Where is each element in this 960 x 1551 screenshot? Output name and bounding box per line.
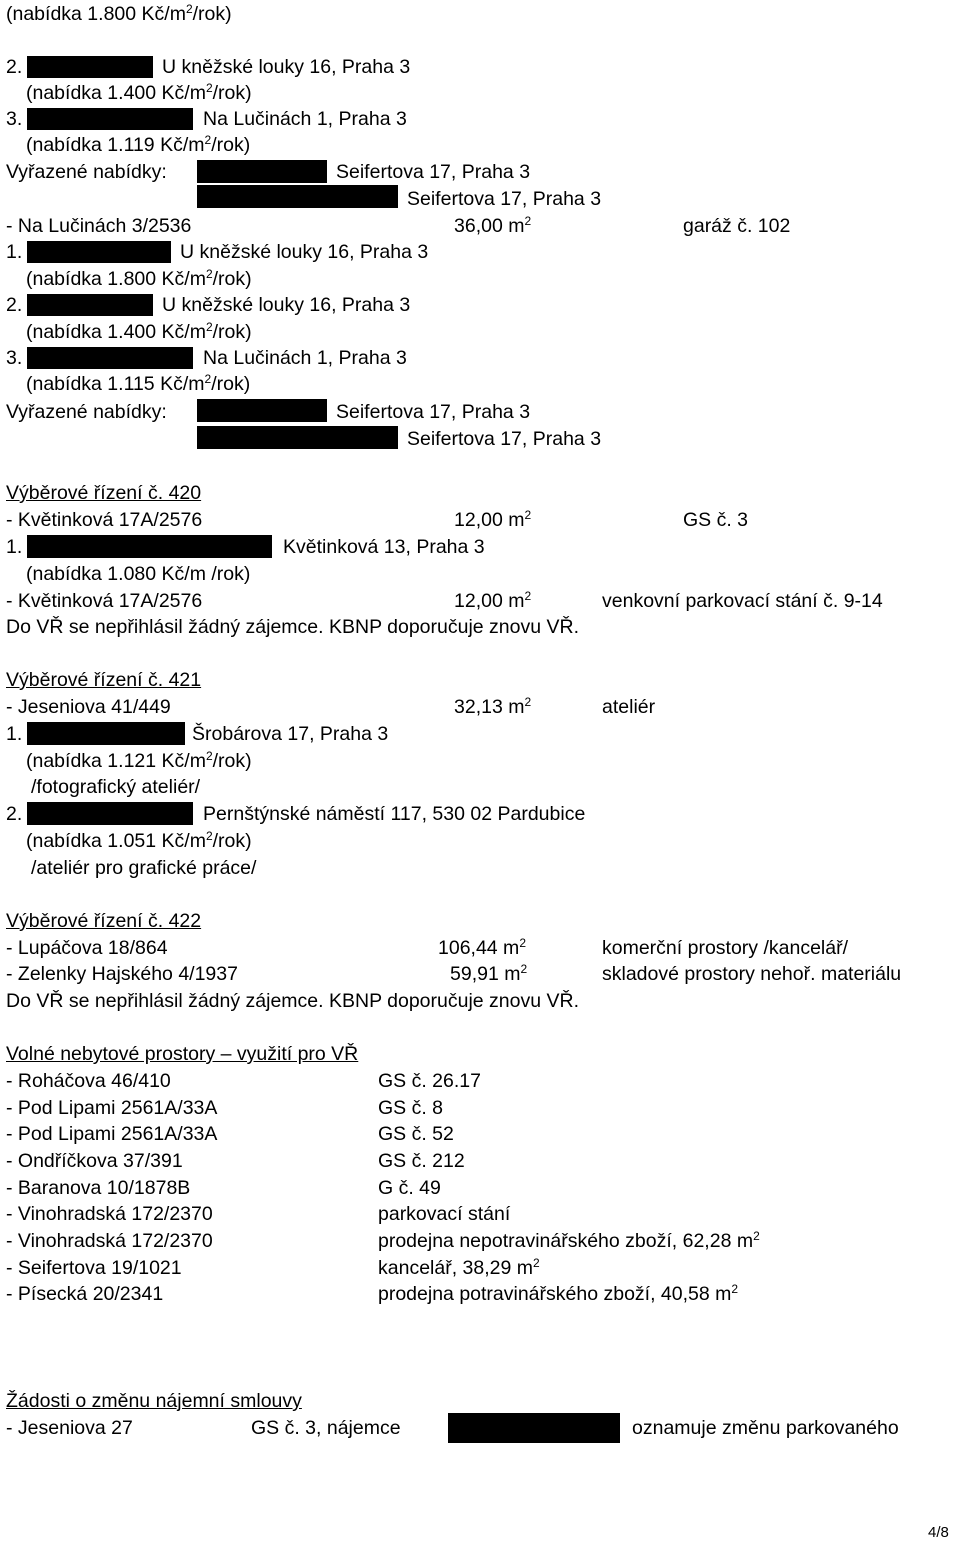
- offer-number: 3.: [6, 347, 23, 369]
- list-item-street: - Vinohradská 172/2370: [6, 1230, 213, 1252]
- property-street: - Na Lučinách 3/2536: [6, 215, 192, 237]
- offer-number: 3.: [6, 108, 23, 130]
- rejected-label: Vyřazené nabídky:: [6, 401, 167, 423]
- offer-number: 1.: [6, 536, 23, 558]
- note: Do VŘ se nepřihlásil žádný zájemce. KBNP doporučuje znovu VŘ.: [6, 616, 580, 638]
- request-desc: GS č. 3, nájemce: [251, 1417, 401, 1439]
- list-item-street: - Seifertova 19/1021: [6, 1257, 182, 1279]
- rejected-address: Seifertova 17, Praha 3: [407, 188, 602, 210]
- redaction-block: [197, 426, 398, 449]
- section-heading: Volné nebytové prostory – využití pro VŘ: [6, 1043, 359, 1065]
- property-area: 12,00 $m^2$: [454, 508, 532, 531]
- rejected-address: Seifertova 17, Praha 3: [336, 161, 531, 183]
- offer-number: 1.: [6, 723, 23, 745]
- property-type: ateliér: [602, 696, 656, 718]
- redaction-block: [197, 399, 327, 422]
- property-street: - Květinková 17A/2576: [6, 590, 203, 612]
- list-item-street: - Pod Lipami 2561A/33A: [6, 1097, 218, 1119]
- redaction-block: [197, 185, 398, 208]
- redaction-block: [448, 1413, 620, 1443]
- list-item-street: - Roháčova 46/410: [6, 1070, 171, 1092]
- request-tail: oznamuje změnu parkovaného: [632, 1417, 899, 1439]
- offer-address: Na Lučinách 1, Praha 3: [203, 108, 407, 130]
- list-item-desc: G č. 49: [378, 1177, 441, 1199]
- list-item-desc: prodejna potravinářského zboží, 40,58 $m^2$: [378, 1282, 739, 1305]
- offer-address: Na Lučinách 1, Praha 3: [203, 347, 407, 369]
- property-type: garáž č. 102: [683, 215, 791, 237]
- offer-address: U kněžské louky 16, Praha 3: [162, 56, 411, 78]
- offer-address: Šrobárova 17, Praha 3: [192, 723, 389, 745]
- rejected-address: Seifertova 17, Praha 3: [336, 401, 531, 423]
- page-number: 4/8: [928, 1524, 949, 1541]
- redaction-block: [197, 160, 327, 183]
- redaction-block: [27, 56, 153, 78]
- list-item-street: - Pod Lipami 2561A/33A: [6, 1123, 218, 1145]
- offer-line: (nabídka 1.800 $Kč/m^2/rok$): [26, 267, 252, 290]
- offer-address: Pernštýnské náměstí 117, 530 02 Pardubice: [203, 803, 586, 825]
- offer-number: 2.: [6, 294, 23, 316]
- redaction-block: [27, 535, 272, 558]
- rejected-label: Vyřazené nabídky:: [6, 161, 167, 183]
- offer-line: (nabídka 1.121 $Kč/m^2/rok$): [26, 749, 252, 772]
- section-heading: Žádosti o změnu nájemní smlouvy: [6, 1390, 302, 1412]
- property-type: komerční prostory /kancelář/: [602, 937, 849, 959]
- offer-address: Květinková 13, Praha 3: [283, 536, 485, 558]
- offer-line: (nabídka 1.800 $Kč/m^2/rok$): [6, 2, 232, 25]
- property-type: skladové prostory nehoř. materiálu: [602, 963, 902, 985]
- redaction-block: [27, 347, 193, 369]
- redaction-block: [27, 241, 171, 263]
- offer-line: (nabídka 1.119 $Kč/m^2/rok$): [26, 133, 251, 156]
- property-area: 59,91 $m^2$: [450, 962, 528, 985]
- section-heading: Výběrové řízení č. 422: [6, 910, 202, 932]
- offer-number: 1.: [6, 241, 23, 263]
- property-area: 32,13 $m^2$: [454, 695, 532, 718]
- list-item-desc: prodejna nepotravinářského zboží, 62,28 $m^2$: [378, 1229, 760, 1252]
- property-area: 36,00 $m^2$: [454, 214, 532, 237]
- offer-use: /ateliér pro grafické práce/: [31, 857, 257, 879]
- list-item-street: - Ondříčkova 37/391: [6, 1150, 183, 1172]
- list-item-desc: GS č. 212: [378, 1150, 465, 1172]
- redaction-block: [27, 108, 193, 130]
- property-type: venkovní parkovací stání č. 9-14: [602, 590, 883, 612]
- list-item-desc: GS č. 52: [378, 1123, 454, 1145]
- list-item-street: - Baranova 10/1878B: [6, 1177, 191, 1199]
- list-item-desc: parkovací stání: [378, 1203, 511, 1225]
- offer-number: 2.: [6, 803, 23, 825]
- offer-line: (nabídka 1.400 $Kč/m^2/rok$): [26, 81, 252, 104]
- property-street: - Zelenky Hajského 4/1937: [6, 963, 238, 985]
- offer-address: U kněžské louky 16, Praha 3: [180, 241, 429, 263]
- redaction-block: [27, 722, 185, 745]
- redaction-block: [27, 802, 193, 825]
- offer-number: 2.: [6, 56, 23, 78]
- rejected-address: Seifertova 17, Praha 3: [407, 428, 602, 450]
- note: Do VŘ se nepřihlásil žádný zájemce. KBNP doporučuje znovu VŘ.: [6, 990, 580, 1012]
- list-item-desc: GS č. 8: [378, 1097, 444, 1119]
- property-area: 12,00 $m^2$: [454, 589, 532, 612]
- offer-line: (nabídka 1.115 $Kč/m^2/rok$): [26, 372, 251, 395]
- offer-use: /fotografický ateliér/: [31, 776, 201, 798]
- list-item-street: - Písecká 20/2341: [6, 1283, 164, 1305]
- offer-address: U kněžské louky 16, Praha 3: [162, 294, 411, 316]
- redaction-block: [27, 294, 153, 316]
- property-street: - Květinková 17A/2576: [6, 509, 203, 531]
- property-type: GS č. 3: [683, 509, 749, 531]
- section-heading: Výběrové řízení č. 420: [6, 482, 202, 504]
- offer-line: (nabídka 1.051 $Kč/m^2/rok$): [26, 829, 252, 852]
- request-street: - Jeseniova 27: [6, 1417, 133, 1439]
- property-area: 106,44 $m^2$: [438, 936, 526, 959]
- list-item-street: - Vinohradská 172/2370: [6, 1203, 213, 1225]
- property-street: - Lupáčova 18/864: [6, 937, 168, 959]
- list-item-desc: kancelář, 38,29 $m^2$: [378, 1256, 540, 1279]
- offer-line: (nabídka 1.400 $Kč/m^2/rok$): [26, 320, 252, 343]
- property-street: - Jeseniova 41/449: [6, 696, 171, 718]
- offer-line: (nabídka 1.080 Kč/m /rok): [26, 563, 251, 585]
- list-item-desc: GS č. 26.17: [378, 1070, 481, 1092]
- section-heading: Výběrové řízení č. 421: [6, 669, 202, 691]
